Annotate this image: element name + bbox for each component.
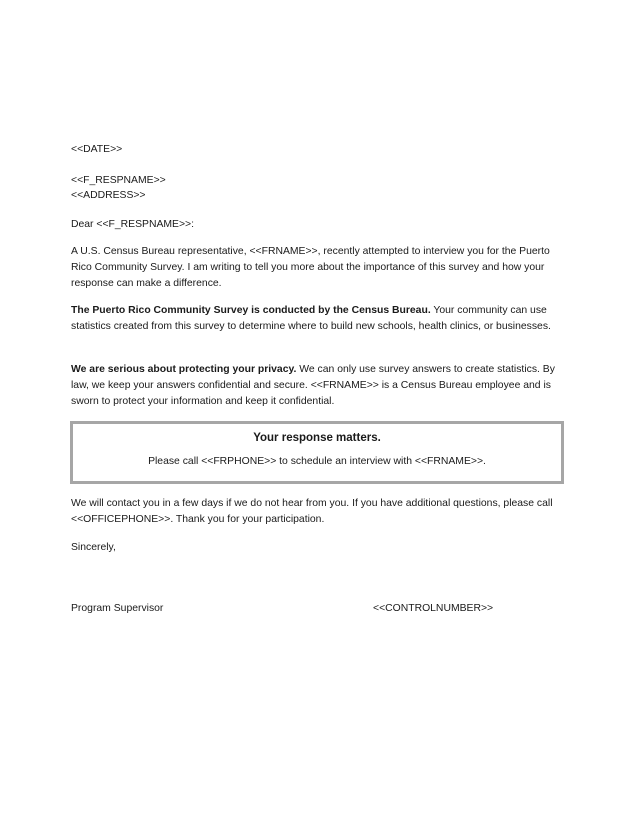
recipient-name: <<F_RESPNAME>> bbox=[71, 175, 166, 186]
paragraph-lead-bold: The Puerto Rico Community Survey is conducted by the Census Bureau. bbox=[71, 305, 431, 316]
paragraph-lead-bold: We are serious about protecting your privacy. bbox=[71, 364, 297, 375]
date-field: <<DATE>> bbox=[71, 144, 123, 155]
paragraph-intro: A U.S. Census Bureau representative, <<FRNAME>>, recently attempted to interview you for the Puerto Rico Community Survey. I am writing to tell you more about the importance of this survey and how your response can make a difference. bbox=[71, 246, 550, 289]
callout-text: Please call <<FRPHONE>> to schedule an interview with <<FRNAME>>. bbox=[148, 456, 486, 467]
control-number: <<CONTROLNUMBER>> bbox=[373, 603, 494, 614]
paragraph-body: We can only use survey answers to create statistics. By law, we keep your answers confidential and secure. <<FRNAME>> is a Census Bureau employee and is sworn to protect your information and keep it confidential. bbox=[71, 364, 555, 407]
closing: Sincerely, bbox=[71, 542, 116, 553]
callout-title: Your response matters. bbox=[253, 432, 381, 444]
paragraph-body: Your community can use statistics created from this survey to determine where to build new schools, health clinics, or businesses. bbox=[71, 305, 551, 332]
paragraph-privacy bbox=[71, 362, 561, 410]
paragraph-survey-info bbox=[71, 303, 561, 335]
signer-title: Program Supervisor bbox=[71, 603, 164, 614]
paragraph-contact: We will contact you in a few days if we do not hear from you. If you have additional questions, please call <<OFFICEPHONE>>. Thank you for your participation. bbox=[71, 498, 553, 525]
salutation: Dear <<F_RESPNAME>>: bbox=[71, 219, 195, 230]
callout-box bbox=[70, 421, 564, 484]
recipient-address: <<ADDRESS>> bbox=[71, 190, 146, 201]
